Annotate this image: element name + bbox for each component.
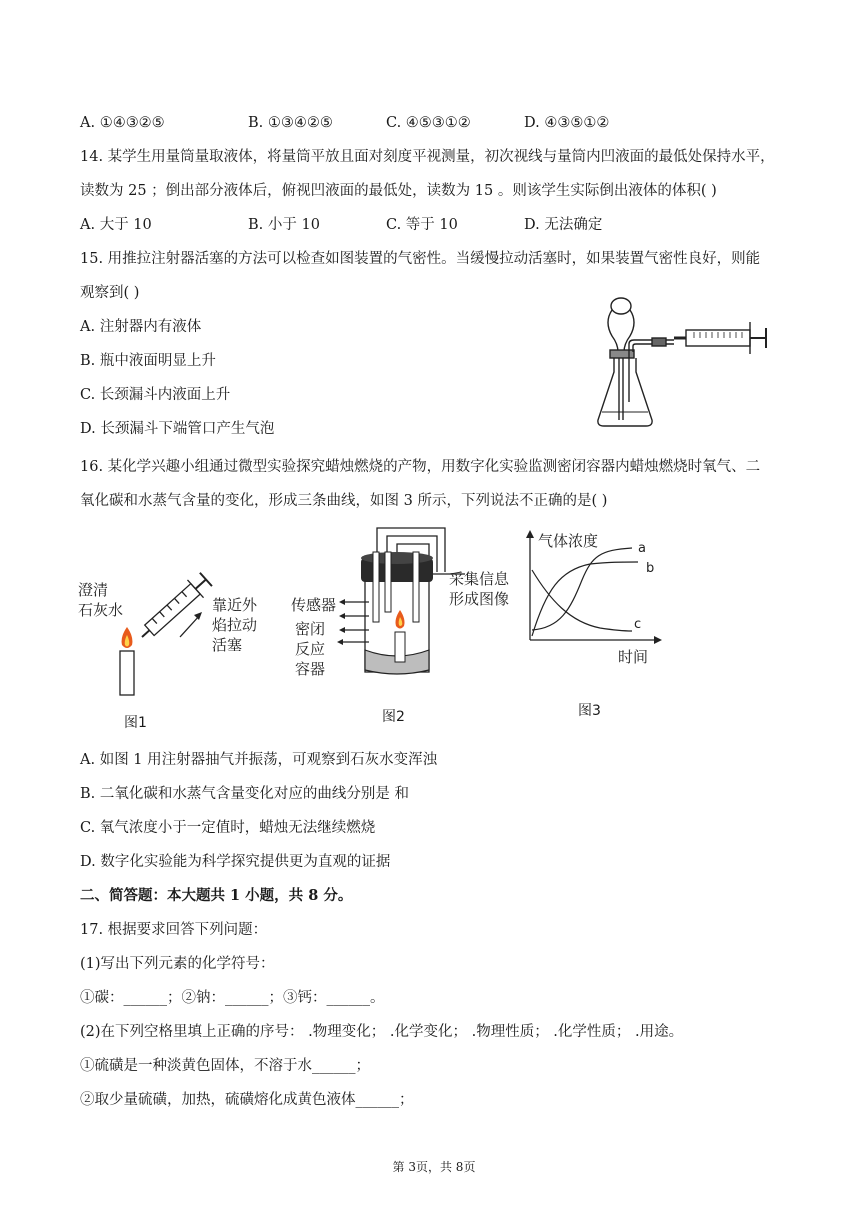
- q16-figure3: [520, 530, 690, 680]
- q15-option-c: C. 长颈漏斗内液面上升: [80, 387, 231, 403]
- q16-text-line2: 氧化碳和水蒸气含量的变化，形成三条曲线，如图 3 所示，下列说法不正确的是( ): [80, 493, 608, 509]
- q15-option-a: A. 注射器内有液体: [80, 319, 202, 335]
- fig1-text-4: 焰拉动: [212, 616, 258, 634]
- q16-option-c: C. 氧气浓度小于一定值时，蜡烛无法继续燃烧: [80, 820, 376, 836]
- fig3-ylabel: 气体浓度: [538, 532, 599, 550]
- q17-text-line4: (2)在下列空格里填上正确的序号： .物理变化； .化学变化； .物理性质； .化学性质； .用途。: [80, 1024, 684, 1040]
- fig2-text-1: 传感器: [291, 596, 337, 614]
- fig3-label-a: a: [638, 541, 646, 556]
- q16-figure1: [70, 545, 270, 705]
- fig1-text-3: 靠近外: [212, 596, 258, 614]
- q16-figure2: [285, 522, 525, 702]
- q14-option-c: C. 等于 10: [386, 217, 458, 233]
- q17-text-line6: ②取少量硫磺，加热，硫磺熔化成黄色液体______；: [80, 1092, 414, 1108]
- fig2-text-5: 采集信息: [449, 570, 510, 588]
- q15-option-b: B. 瓶中液面明显上升: [80, 353, 216, 369]
- q15-text-line1: 15. 用推拉注射器活塞的方法可以检查如图装置的气密性。当缓慢拉动活塞时，如果装置气密性良好，则能: [80, 251, 761, 267]
- fig3-label-b: b: [646, 561, 655, 576]
- fig2-label: 图2: [382, 709, 405, 725]
- q15-text-line2: 观察到( ): [80, 285, 140, 301]
- fig2-text-3: 反应: [295, 640, 326, 658]
- page-footer: 第 3页，共 8页: [392, 1160, 476, 1174]
- fig3-xlabel: 时间: [618, 648, 649, 666]
- fig3-curve-a: [532, 548, 632, 630]
- fig1-text-2: 石灰水: [78, 601, 124, 619]
- fig2-text-6: 形成图像: [449, 590, 510, 608]
- q16-option-b: B. 二氧化碳和水蒸气含量变化对应的曲线分别是 和: [80, 786, 409, 802]
- q16-text-line1: 16. 某化学兴趣小组通过微型实验探究蜡烛燃烧的产物，用数字化实验监测密闭容器内蜡烛燃烧时氧气、二: [80, 459, 761, 475]
- fig1-text-5: 活塞: [212, 636, 243, 654]
- q16-option-a: A. 如图 1 用注射器抽气并振荡，可观察到石灰水变浑浊: [80, 752, 438, 768]
- fig2-text-4: 容器: [295, 660, 326, 678]
- q17-text-line2: (1)写出下列元素的化学符号：: [80, 956, 275, 972]
- q15-option-d: D. 长颈漏斗下端管口产生气泡: [80, 421, 275, 437]
- fig1-label: 图1: [124, 715, 147, 731]
- q13-option-b: B. ①③④②⑤: [248, 115, 333, 131]
- q13-option-a: A. ①④③②⑤: [80, 115, 165, 131]
- q13-option-d: D. ④③⑤①②: [524, 115, 610, 131]
- fig3-label: 图3: [578, 703, 601, 719]
- q15-apparatus-figure: [590, 292, 780, 432]
- q14-option-a: A. 大于 10: [80, 217, 152, 233]
- q16-option-d: D. 数字化实验能为科学探究提供更为直观的证据: [80, 854, 391, 870]
- q17-text-line3: ①碳：______；②钠：______；③钙：______。: [80, 990, 385, 1006]
- fig2-text-2: 密闭: [295, 620, 326, 638]
- q14-text-line1: 14. 某学生用量筒量取液体，将量筒平放且面对刻度平视测量，初次视线与量筒内凹液面的最低处保持水平，: [80, 149, 775, 165]
- q14-text-line2: 读数为 25 ；倒出部分液体后，俯视凹液面的最低处，读数为 15 。则该学生实际倒出液体的体积( ): [80, 183, 717, 199]
- q14-option-d: D. 无法确定: [524, 217, 603, 233]
- q13-option-c: C. ④⑤③①②: [386, 115, 471, 131]
- fig1-text-1: 澄清: [78, 581, 109, 599]
- q17-text-line5: ①硫磺是一种淡黄色固体，不溶于水______；: [80, 1058, 370, 1074]
- section-heading: 二、简答题：本大题共 1 小题，共 8 分。: [80, 887, 353, 904]
- q17-text-line1: 17. 根据要求回答下列问题：: [80, 922, 268, 938]
- fig3-label-c: c: [634, 617, 642, 632]
- q14-option-b: B. 小于 10: [248, 217, 320, 233]
